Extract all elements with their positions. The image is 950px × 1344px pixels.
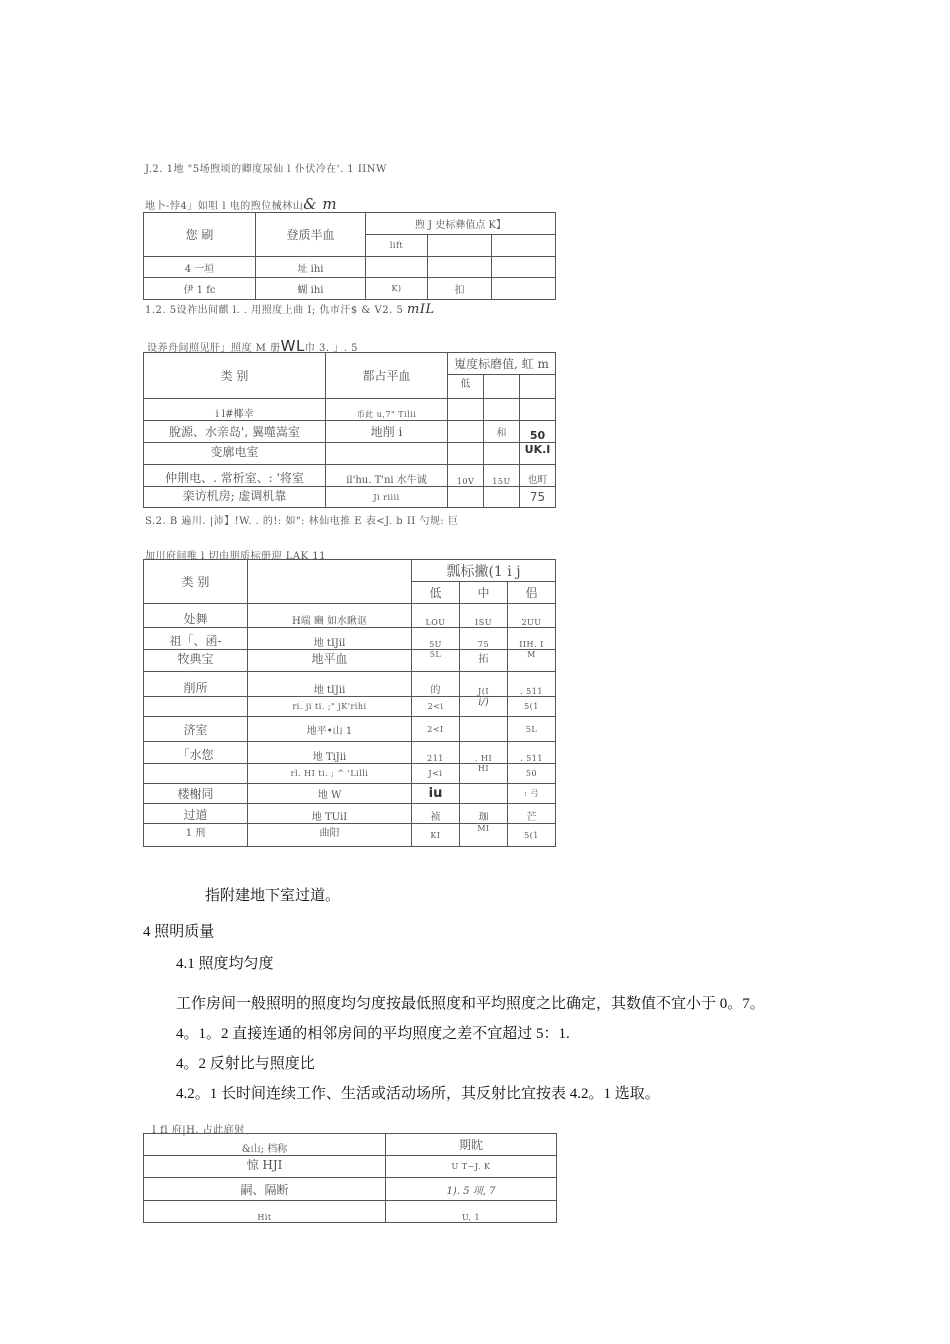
table-cell <box>484 399 520 421</box>
table-cell: 10V <box>448 465 484 487</box>
table2-header-group: 嵬度标磨值, 虹 m <box>448 353 556 375</box>
table3-header-group: 瓢标撇(1 i j <box>412 560 556 582</box>
table1-header-type: 您 刷 <box>144 213 256 257</box>
table-cell: i l#椰幸 <box>144 399 326 421</box>
table-cell: 「水您 <box>144 742 248 764</box>
table3-header-mid: 中 <box>460 582 508 604</box>
table-cell: 济室 <box>144 717 248 742</box>
table-cell: 5(1 <box>508 824 556 847</box>
table-cell: 祯 <box>412 804 460 824</box>
table1-note-text: 1.2. 5设祚出间麒 l. . 用照度上曲 I; 仇市汗$ & V2. 5 <box>145 305 404 316</box>
table-cell: 5U <box>412 628 460 650</box>
table-cell <box>492 278 556 300</box>
table-row <box>144 421 556 443</box>
table-cell: MI <box>460 824 508 847</box>
table-cell: 过道 <box>144 804 248 824</box>
table-cell: LOU <box>412 604 460 628</box>
table3-header-type: 类 别 <box>144 560 248 604</box>
table-cell: U T~J. K <box>386 1156 557 1178</box>
table1-note-symbol: mIL <box>407 302 435 317</box>
body-line: 指附建地下室过道。 <box>205 888 341 904</box>
table-cell: UK.I <box>520 443 556 465</box>
table-cell <box>366 257 428 278</box>
table2-header-plane: 都占平血 <box>326 353 448 399</box>
table-cell: 地 W <box>248 784 412 804</box>
table4-header-name: &山; 档称 <box>144 1134 386 1156</box>
table-cell: H端 豳 如水瞅讴 <box>248 604 412 628</box>
table3 <box>143 559 556 847</box>
table1-note <box>145 301 435 317</box>
table-row <box>144 717 556 742</box>
table-cell: i/) <box>460 697 508 717</box>
table-cell: . 511 <box>508 672 556 697</box>
table-cell <box>448 487 484 508</box>
table1-header-plane: 登质半血 <box>256 213 366 257</box>
table-cell: IIH. I <box>508 628 556 650</box>
table1-caption-symbol: & m <box>303 195 338 213</box>
table-cell: 拓 <box>460 650 508 672</box>
table-cell <box>484 487 520 508</box>
table-cell: KI <box>412 824 460 847</box>
table-row <box>144 1178 557 1201</box>
table-cell: iu <box>412 784 460 804</box>
table-cell <box>144 764 248 784</box>
table-cell: 2<i <box>412 697 460 717</box>
table-row <box>144 443 556 465</box>
table-cell: 地 tIJil <box>248 628 412 650</box>
table1-caption <box>145 195 337 213</box>
table-cell: 变廓电室 <box>144 443 326 465</box>
table-cell: 芒 <box>508 804 556 824</box>
table-row <box>144 487 556 508</box>
table-cell: 地平血 <box>248 650 412 672</box>
table-cell: 地 tIJii <box>248 672 412 697</box>
table-cell: 伊 1 fc <box>144 278 256 300</box>
table-cell: . 511 <box>508 742 556 764</box>
table-cell: Hit <box>144 1201 386 1223</box>
table-cell: 1 刑 <box>144 824 248 847</box>
table-cell: ri. ji ti. ;" jK'rihi <box>248 697 412 717</box>
table-cell: . HI <box>460 742 508 764</box>
subsection-heading: 4。2 反射比与照度比 <box>176 1056 315 1072</box>
table-cell: 脫源、水亲岛', 翼噬嵩室 <box>144 421 326 443</box>
table-cell <box>484 443 520 465</box>
table-cell: 扣 <box>428 278 492 300</box>
table-cell <box>492 257 556 278</box>
table-cell: J(I <box>460 672 508 697</box>
subsection-heading: 4.1 照度均匀度 <box>176 956 274 972</box>
table-cell: M <box>508 650 556 672</box>
table-cell: 75 <box>460 628 508 650</box>
section-caption: J.2. 1地 "5场煦顷的卿度尿仙 l 仆伏冷在'. 1 IINW <box>145 164 387 175</box>
table-row <box>144 764 556 784</box>
table-cell: 50 <box>520 421 556 443</box>
table-cell: 地削 i <box>326 421 448 443</box>
table-cell: ISU <box>460 604 508 628</box>
table-cell: 1). 5 项, 7 <box>386 1178 557 1201</box>
table-cell <box>144 697 248 717</box>
table-cell: 牧典宝 <box>144 650 248 672</box>
table1-subheader-empty <box>492 235 556 257</box>
table-cell: 惊 HJI <box>144 1156 386 1178</box>
table-row <box>144 1156 557 1178</box>
table-cell <box>448 443 484 465</box>
table-cell: 祖「、函- <box>144 628 248 650</box>
table-cell <box>460 717 508 742</box>
table-cell: : 弓 <box>508 784 556 804</box>
table-cell: 4 一垣 <box>144 257 256 278</box>
table-cell: 的 <box>412 672 460 697</box>
table-cell <box>448 399 484 421</box>
table-cell: 5L <box>508 717 556 742</box>
table-row <box>144 278 556 300</box>
table-cell: rl. HI ti. ; ^ 'Lilli <box>248 764 412 784</box>
table-row <box>144 804 556 824</box>
table-cell: J<i <box>412 764 460 784</box>
table-cell: U, 1 <box>386 1201 557 1223</box>
table2-caption-tail: 巾 3. 」. 5 <box>304 343 358 354</box>
table2-note: S.2. B 遍川. |沛】!W. . 的!: 如": 林仙电推 E 表<J. b II 勺规: 巨 <box>145 516 459 527</box>
table2 <box>143 352 556 508</box>
table-cell: K) <box>366 278 428 300</box>
table-cell: il'hu. T'ni 水牛诚 <box>326 465 448 487</box>
table-cell: 楼榭同 <box>144 784 248 804</box>
table-cell <box>326 443 448 465</box>
table-cell: 211 <box>412 742 460 764</box>
section-heading: 4 照明质量 <box>143 924 215 940</box>
table-cell: 削所 <box>144 672 248 697</box>
table-cell: 栾访机房; 虚调机靠 <box>144 487 326 508</box>
table1 <box>143 212 556 300</box>
table3-header-high: 侣 <box>508 582 556 604</box>
table1-subheader: lift <box>366 235 428 257</box>
table4 <box>143 1133 557 1223</box>
table-cell <box>428 257 492 278</box>
table3-header-low: 低 <box>412 582 460 604</box>
table2-subheader: 低 <box>448 375 484 399</box>
table2-caption-symbol: WL <box>280 337 305 355</box>
body-line: 工作房间一般照明的照度均匀度按最低照度和平均照度之比确定，其数值不宜小于 0。7。 <box>176 996 765 1012</box>
table-cell <box>460 784 508 804</box>
table-cell: HI <box>460 764 508 784</box>
table-cell: 也町 <box>520 465 556 487</box>
table-row <box>144 1134 557 1156</box>
table-cell: Ji riiii <box>326 487 448 508</box>
table-row <box>144 257 556 278</box>
table-row <box>144 697 556 717</box>
table4-header-value: 期眈 <box>386 1134 557 1156</box>
body-line: 4。1。2 直接连通的相邻房间的平均照度之差不宜超过 5：1. <box>176 1026 570 1042</box>
table-row <box>144 824 556 847</box>
table2-header-type: 类 别 <box>144 353 326 399</box>
table-row <box>144 604 556 628</box>
table-cell: 2UU <box>508 604 556 628</box>
table-cell <box>448 421 484 443</box>
table-cell: 75 <box>520 487 556 508</box>
table-row <box>144 742 556 764</box>
table-cell: 地 TUiI <box>248 804 412 824</box>
table-cell: 币此 u,7" Tilii <box>326 399 448 421</box>
table-row <box>144 628 556 650</box>
body-line: 4.2。1 长时间连续工作、生活或活动场所，其反射比宜按表 4.2。1 选取。 <box>176 1086 660 1102</box>
table1-header-group: 煦 J 史标彝值点 K】 <box>366 213 556 235</box>
table1-subheader-empty <box>428 235 492 257</box>
table-cell: 仲荆电、. 常析室、: '将室 <box>144 465 326 487</box>
table-cell: 珈 <box>460 804 508 824</box>
table2-subheader-empty <box>520 375 556 399</box>
table-cell: 50 <box>508 764 556 784</box>
table-cell: 地 TiJii <box>248 742 412 764</box>
table-row <box>144 672 556 697</box>
table-row <box>144 399 556 421</box>
table-row <box>144 1201 557 1223</box>
table2-caption-text: 设养舟间照见肝」照度 M 册 <box>147 343 281 354</box>
table-cell: 和 <box>484 421 520 443</box>
table-cell: 址 ihi <box>256 257 366 278</box>
table3-caption: 加川府间唯 l 切由朋质标册迎 LAK 11 <box>145 551 326 562</box>
table-row <box>144 784 556 804</box>
table2-subheader-empty <box>484 375 520 399</box>
table-row <box>144 465 556 487</box>
table-cell: 曲阳 <box>248 824 412 847</box>
table3-header-empty <box>248 560 412 604</box>
table1-caption-text: 地卜-悖4」如咀 l 电的煦位械林山 <box>145 201 304 212</box>
table-cell: 嗣、隔断 <box>144 1178 386 1201</box>
table-cell: 2<I <box>412 717 460 742</box>
table-cell: 处舞 <box>144 604 248 628</box>
table-row <box>144 650 556 672</box>
table-cell: 5L <box>412 650 460 672</box>
table-cell: 地平•山 1 <box>248 717 412 742</box>
table-cell: 蝴 ihi <box>256 278 366 300</box>
table-cell: 15U <box>484 465 520 487</box>
table4-caption: I fl 府|H. 占此庭射 <box>152 1125 245 1136</box>
table-cell: 5(1 <box>508 697 556 717</box>
table-cell <box>520 399 556 421</box>
